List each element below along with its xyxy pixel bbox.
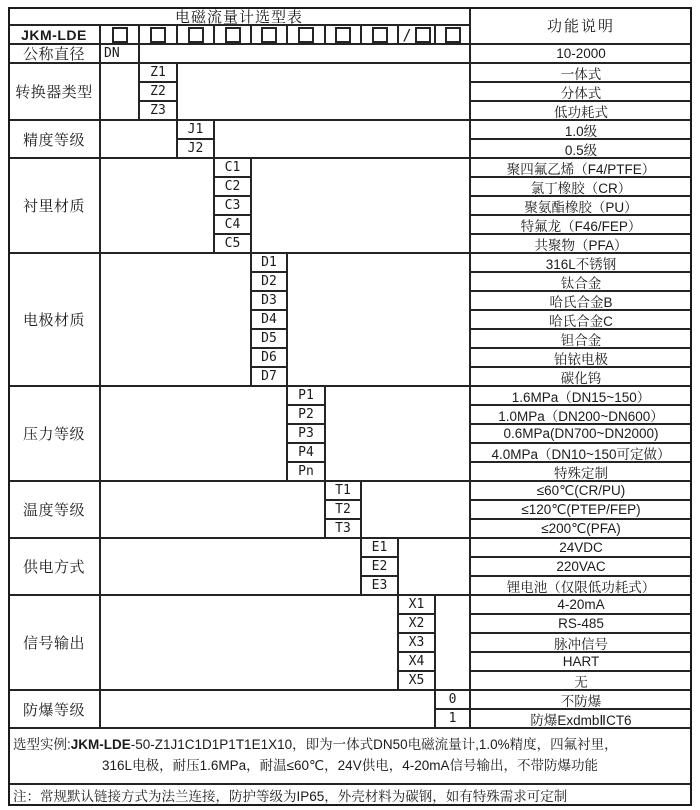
desc-cell-C3: 聚氨酯橡胶（PU）	[470, 196, 692, 215]
code-cell-E1: E1	[361, 538, 398, 557]
example-model: JKM-LDE	[70, 737, 131, 753]
section-label-3: 精度等级	[8, 120, 100, 158]
desc-cell-E3: 锂电池（仅限低功耗式）	[470, 576, 692, 595]
code-cell-X2: X2	[398, 614, 435, 633]
model-label: JKM-LDE	[8, 25, 100, 44]
code-cell-P4: P4	[287, 443, 325, 462]
checkbox-cell-3	[177, 25, 214, 44]
desc-cell-P1: 1.6MPa（DN15~150）	[470, 386, 692, 405]
code-cell-Pn: Pn	[287, 462, 325, 481]
desc-cell-D3: 哈氏合金B	[470, 291, 692, 310]
desc-cell-J1: 1.0级	[470, 120, 692, 139]
code-cell-C5: C5	[214, 234, 251, 253]
desc-cell-0: 不防爆	[470, 690, 692, 709]
code-cell-T1: T1	[325, 481, 361, 500]
checkbox-cell-4	[214, 25, 251, 44]
checkbox-cell-10	[435, 25, 470, 44]
code-cell-X1: X1	[398, 595, 435, 614]
checkbox[interactable]	[415, 27, 431, 43]
code-cell-J2: J2	[177, 139, 214, 158]
desc-cell-P2: 1.0MPa（DN200~DN600）	[470, 405, 692, 424]
code-cell-D2: D2	[251, 272, 287, 291]
filler-after-codes-9	[435, 595, 470, 690]
desc-cell-D4: 哈氏合金C	[470, 310, 692, 329]
filler-after-codes-3	[214, 120, 470, 158]
example-line2: 316L电极，耐压1.6MPa，耐温≤60℃，24V供电，4-20mA信号输出，不带防爆功能	[102, 758, 598, 773]
desc-cell-C5: 共聚物（PFA）	[470, 234, 692, 253]
checkbox-cell-2	[139, 25, 177, 44]
desc-cell-T3: ≤200℃(PFA)	[470, 519, 692, 538]
section-label-9: 信号输出	[8, 595, 100, 690]
code-cell-Z3: Z3	[139, 101, 177, 120]
code-cell-C1: C1	[214, 158, 251, 177]
code-cell-Z2: Z2	[139, 82, 177, 101]
checkbox[interactable]	[261, 27, 277, 43]
section-label-1: 公称直径	[8, 44, 100, 63]
section-label-10: 防爆等级	[8, 690, 100, 728]
filler-after-codes-5	[287, 253, 470, 386]
desc-cell-C4: 特氟龙（F46/FEP）	[470, 215, 692, 234]
desc-cell-Z3: 低功耗式	[470, 101, 692, 120]
desc-cell-P3: 0.6MPa(DN700~DN2000)	[470, 424, 692, 443]
checkbox[interactable]	[298, 27, 314, 43]
desc-cell-C2: 氯丁橡胶（CR）	[470, 177, 692, 196]
desc-cell-Z2: 分体式	[470, 82, 692, 101]
checkbox[interactable]	[188, 27, 204, 43]
function-description-header: 功能说明	[470, 7, 692, 44]
code-cell-C3: C3	[214, 196, 251, 215]
filler-after-codes-7	[361, 481, 470, 538]
desc-cell-D7: 碳化钨	[470, 367, 692, 386]
desc-cell-X5: 无	[470, 671, 692, 690]
desc-cell-DN: 10-2000	[470, 44, 692, 63]
filler-before-codes-10	[100, 690, 435, 728]
checkbox-cell-5	[251, 25, 287, 44]
checkbox-cell-1	[100, 25, 139, 44]
checkbox-cell-9	[398, 25, 435, 44]
desc-cell-C1: 聚四氟乙烯（F4/PTFE）	[470, 158, 692, 177]
section-label-6: 压力等级	[8, 386, 100, 481]
code-cell-X3: X3	[398, 633, 435, 652]
section-label-4: 衬里材质	[8, 158, 100, 253]
filler-after-codes-6	[325, 386, 470, 481]
code-cell-X5: X5	[398, 671, 435, 690]
checkbox[interactable]	[372, 27, 388, 43]
desc-cell-X2: RS-485	[470, 614, 692, 633]
slash-mark: /	[402, 25, 412, 44]
filler-before-codes-5	[100, 253, 251, 386]
filler-before-codes-8	[100, 538, 361, 595]
filler-after-codes-1	[139, 44, 470, 63]
desc-cell-J2: 0.5级	[470, 139, 692, 158]
desc-cell-P4: 4.0MPa（DN10~150可定做）	[470, 443, 692, 462]
desc-cell-D1: 316L不锈钢	[470, 253, 692, 272]
code-cell-T2: T2	[325, 500, 361, 519]
checkbox[interactable]	[150, 27, 166, 43]
code-cell-E3: E3	[361, 576, 398, 595]
desc-cell-T2: ≤120℃(PTEP/FEP)	[470, 500, 692, 519]
code-cell-T3: T3	[325, 519, 361, 538]
code-cell-J1: J1	[177, 120, 214, 139]
code-cell-D7: D7	[251, 367, 287, 386]
example-row	[8, 728, 692, 784]
code-cell-P1: P1	[287, 386, 325, 405]
code-cell-C2: C2	[214, 177, 251, 196]
checkbox-cell-8	[361, 25, 398, 44]
example-rest: -50-Z1J1C1D1P1T1E1X10，即为一体式DN50电磁流量计,1.0%精度，四氟衬里，	[130, 737, 618, 753]
code-cell-P3: P3	[287, 424, 325, 443]
code-cell-C4: C4	[214, 215, 251, 234]
code-cell-Z1: Z1	[139, 63, 177, 82]
filler-before-codes-2	[100, 63, 139, 120]
checkbox[interactable]	[445, 27, 461, 43]
desc-cell-1: 防爆ExdmbⅡCT6	[470, 709, 692, 728]
desc-cell-Z1: 一体式	[470, 63, 692, 82]
code-cell-0: 0	[435, 690, 470, 709]
section-label-5: 电极材质	[8, 253, 100, 386]
filler-before-codes-7	[100, 481, 325, 538]
desc-cell-E1: 24VDC	[470, 538, 692, 557]
code-cell-E2: E2	[361, 557, 398, 576]
desc-cell-X3: 脉冲信号	[470, 633, 692, 652]
code-cell-P2: P2	[287, 405, 325, 424]
desc-cell-X1: 4-20mA	[470, 595, 692, 614]
checkbox-cell-7	[325, 25, 361, 44]
section-label-8: 供电方式	[8, 538, 100, 595]
checkbox[interactable]	[225, 27, 241, 43]
desc-cell-T1: ≤60℃(CR/PU)	[470, 481, 692, 500]
table-title: 电磁流量计选型表	[8, 7, 470, 25]
desc-cell-D6: 铂铱电极	[470, 348, 692, 367]
checkbox[interactable]	[335, 27, 351, 43]
code-cell-D5: D5	[251, 329, 287, 348]
filler-before-codes-4	[100, 158, 214, 253]
section-label-2: 转换器类型	[8, 63, 100, 120]
desc-cell-D5: 钽合金	[470, 329, 692, 348]
filler-after-codes-8	[398, 538, 470, 595]
note-row: 注：常规默认链接方式为法兰连接，防护等级为IP65，外壳材料为碳钢，如有特殊需求可定制	[8, 784, 692, 806]
code-cell-D1: D1	[251, 253, 287, 272]
checkbox-cell-6	[287, 25, 325, 44]
filler-after-codes-2	[177, 63, 470, 120]
code-cell-D6: D6	[251, 348, 287, 367]
filler-before-codes-6	[100, 386, 287, 481]
code-cell-DN: DN	[100, 44, 139, 63]
code-cell-D3: D3	[251, 291, 287, 310]
filler-before-codes-9	[100, 595, 398, 690]
code-cell-D4: D4	[251, 310, 287, 329]
desc-cell-D2: 钛合金	[470, 272, 692, 291]
desc-cell-X4: HART	[470, 652, 692, 671]
filler-before-codes-3	[100, 120, 177, 158]
filler-after-codes-4	[251, 158, 470, 253]
example-prefix: 选型实例:	[13, 737, 71, 753]
code-cell-1: 1	[435, 709, 470, 728]
desc-cell-Pn: 特殊定制	[470, 462, 692, 481]
code-cell-X4: X4	[398, 652, 435, 671]
checkbox[interactable]	[112, 27, 128, 43]
desc-cell-E2: 220VAC	[470, 557, 692, 576]
example-line1	[13, 735, 687, 756]
section-label-7: 温度等级	[8, 481, 100, 538]
